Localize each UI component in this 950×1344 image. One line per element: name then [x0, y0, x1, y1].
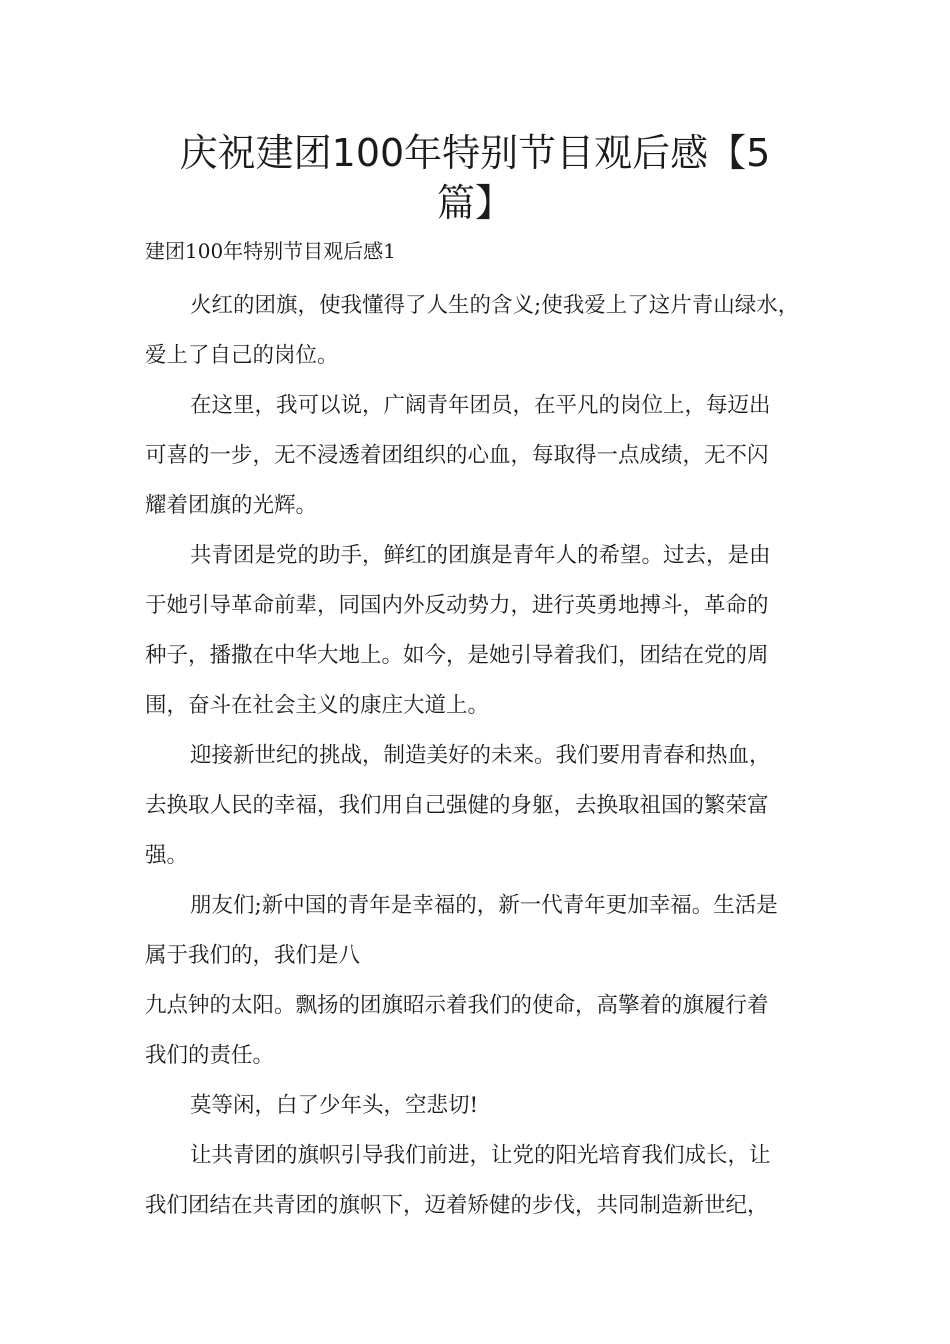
- article-body: [145, 281, 815, 1231]
- title-line-2: 篇】: [436, 181, 513, 225]
- paragraph-line: 于她引导革命前辈，同国内外反动势力，进行英勇地搏斗，革命的: [145, 593, 769, 618]
- paragraph-line: 共青团是党的助手，鲜红的团旗是青年人的希望。过去，是由: [190, 543, 771, 568]
- paragraph-line: 九点钟的太阳。飘扬的团旗昭示着我们的使命，高擎着的旗履行着: [145, 993, 769, 1018]
- paragraph-line: 火红的团旗，使我懂得了人生的含义;使我爱上了这片青山绿水，: [190, 293, 800, 318]
- paragraph-line: 在这里，我可以说，广阔青年团员，在平凡的岗位上，每迈出: [190, 393, 771, 418]
- paragraph-line: 强。: [145, 843, 189, 868]
- paragraph-line: 围，奋斗在社会主义的康庄大道上。: [145, 693, 490, 718]
- paragraph-line: 可喜的一步，无不浸透着团组织的心血，每取得一点成绩，无不闪: [145, 443, 769, 468]
- paragraph-line: 种子，播撒在中华大地上。如今，是她引导着我们，团结在党的周: [145, 643, 769, 668]
- paragraph-line: 朋友们;新中国的青年是幸福的，新一代青年更加幸福。生活是: [190, 893, 778, 918]
- paragraph-line: 耀着团旗的光辉。: [145, 493, 318, 518]
- paragraph-line: 迎接新世纪的挑战，制造美好的未来。我们要用青春和热血，: [190, 743, 771, 768]
- paragraph-line: 爱上了自己的岗位。: [145, 343, 339, 368]
- paragraph-line: 属于我们的，我们是八: [145, 943, 361, 968]
- paragraph-line: 莫等闲，白了少年头，空悲切!: [190, 1093, 479, 1118]
- paragraph-line: 我们团结在共青团的旗帜下，迈着矫健的步伐，共同制造新世纪，: [145, 1193, 769, 1218]
- document-title: [145, 128, 805, 228]
- paragraph-line: 让共青团的旗帜引导我们前进，让党的阳光培育我们成长，让: [190, 1143, 771, 1168]
- title-line-1: 庆祝建团100年特别节目观后感【5: [179, 131, 771, 175]
- section-heading: 建团100年特别节目观后感1: [145, 239, 396, 263]
- paragraph-line: 去换取人民的幸福，我们用自己强健的身躯，去换取祖国的繁荣富: [145, 793, 769, 818]
- paragraph-line: 我们的责任。: [145, 1043, 275, 1068]
